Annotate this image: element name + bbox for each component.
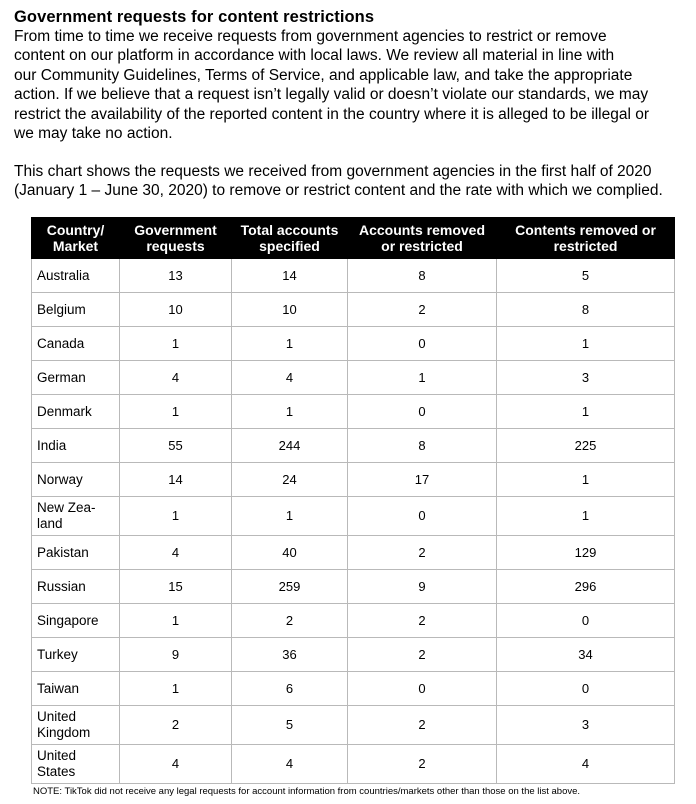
cell-contents-removed: 34: [497, 638, 675, 672]
cell-country: Russian: [32, 570, 120, 604]
cell-country: Norway: [32, 463, 120, 497]
cell-accounts-removed: 0: [348, 497, 497, 536]
table-row: [32, 463, 675, 497]
cell-country: New Zea- land: [32, 497, 120, 536]
cell-government-requests: 13: [120, 259, 232, 293]
cell-accounts-removed: 0: [348, 327, 497, 361]
header-government-requests: Government requests: [120, 218, 232, 259]
cell-total-accounts: 6: [232, 672, 348, 706]
header-total-accounts: Total accounts specified: [232, 218, 348, 259]
header-country: Country/ Market: [32, 218, 120, 259]
table-row: [32, 293, 675, 327]
header-contents-removed: Contents removed or restricted: [497, 218, 675, 259]
cell-total-accounts: 5: [232, 706, 348, 745]
table-row: [32, 745, 675, 784]
footnote: NOTE: TikTok did not receive any legal requests for account information from countries/markets other than those on the list above.: [33, 786, 581, 797]
table-row: [32, 672, 675, 706]
cell-contents-removed: 0: [497, 672, 675, 706]
cell-accounts-removed: 2: [348, 536, 497, 570]
table-row: [32, 429, 675, 463]
cell-country: India: [32, 429, 120, 463]
cell-accounts-removed: 0: [348, 672, 497, 706]
cell-total-accounts: 36: [232, 638, 348, 672]
cell-country: United Kingdom: [32, 706, 120, 745]
table-row: [32, 604, 675, 638]
cell-country: Singapore: [32, 604, 120, 638]
cell-country: Pakistan: [32, 536, 120, 570]
table-row: [32, 361, 675, 395]
cell-total-accounts: 2: [232, 604, 348, 638]
cell-contents-removed: 5: [497, 259, 675, 293]
text-line: content on our platform in accordance with local laws. We review all material in line with: [14, 47, 615, 65]
cell-government-requests: 15: [120, 570, 232, 604]
cell-total-accounts: 14: [232, 259, 348, 293]
table-row: [32, 570, 675, 604]
cell-government-requests: 4: [120, 745, 232, 784]
cell-government-requests: 1: [120, 604, 232, 638]
cell-government-requests: 1: [120, 327, 232, 361]
intro-paragraph: [14, 27, 696, 143]
cell-contents-removed: 3: [497, 706, 675, 745]
cell-total-accounts: 259: [232, 570, 348, 604]
table-row: [32, 638, 675, 672]
text-line: action. If we believe that a request isn’t legally valid or doesn’t violate our standards, we may: [14, 86, 649, 104]
cell-government-requests: 14: [120, 463, 232, 497]
cell-total-accounts: 1: [232, 497, 348, 536]
cell-total-accounts: 24: [232, 463, 348, 497]
cell-contents-removed: 1: [497, 463, 675, 497]
table-row: [32, 497, 675, 536]
cell-country: Australia: [32, 259, 120, 293]
cell-government-requests: 9: [120, 638, 232, 672]
table-row: [32, 259, 675, 293]
cell-total-accounts: 4: [232, 745, 348, 784]
cell-government-requests: 4: [120, 536, 232, 570]
table-row: [32, 395, 675, 429]
cell-contents-removed: 1: [497, 395, 675, 429]
cell-accounts-removed: 2: [348, 706, 497, 745]
cell-accounts-removed: 2: [348, 638, 497, 672]
table-row: [32, 536, 675, 570]
cell-total-accounts: 1: [232, 395, 348, 429]
table-row: [32, 706, 675, 745]
cell-country: Canada: [32, 327, 120, 361]
cell-contents-removed: 0: [497, 604, 675, 638]
cell-government-requests: 10: [120, 293, 232, 327]
cell-accounts-removed: 8: [348, 429, 497, 463]
cell-total-accounts: 40: [232, 536, 348, 570]
requests-table: [31, 217, 675, 784]
cell-accounts-removed: 2: [348, 293, 497, 327]
cell-accounts-removed: 0: [348, 395, 497, 429]
text-line: (January 1 – June 30, 2020) to remove or restrict content and the rate with which we complied.: [14, 182, 663, 200]
cell-accounts-removed: 1: [348, 361, 497, 395]
cell-contents-removed: 3: [497, 361, 675, 395]
cell-country: Belgium: [32, 293, 120, 327]
cell-total-accounts: 10: [232, 293, 348, 327]
cell-government-requests: 1: [120, 672, 232, 706]
cell-accounts-removed: 8: [348, 259, 497, 293]
cell-government-requests: 55: [120, 429, 232, 463]
text-line: From time to time we receive requests from government agencies to restrict or remove: [14, 28, 607, 45]
cell-country: Taiwan: [32, 672, 120, 706]
text-line: restrict the availability of the reported content in the country where it is alleged to be illegal or: [14, 105, 649, 123]
cell-accounts-removed: 17: [348, 463, 497, 497]
cell-contents-removed: 1: [497, 497, 675, 536]
page-title: Government requests for content restrictions: [14, 8, 375, 26]
cell-accounts-removed: 2: [348, 604, 497, 638]
chart-description-paragraph: [14, 162, 696, 201]
cell-contents-removed: 8: [497, 293, 675, 327]
cell-country: United States: [32, 745, 120, 784]
text-line: we may take no action.: [14, 124, 173, 142]
cell-accounts-removed: 9: [348, 570, 497, 604]
cell-total-accounts: 4: [232, 361, 348, 395]
cell-total-accounts: 244: [232, 429, 348, 463]
cell-government-requests: 4: [120, 361, 232, 395]
header-accounts-removed: Accounts removed or restricted: [348, 218, 497, 259]
cell-accounts-removed: 2: [348, 745, 497, 784]
cell-government-requests: 2: [120, 706, 232, 745]
cell-country: German: [32, 361, 120, 395]
cell-country: Denmark: [32, 395, 120, 429]
cell-total-accounts: 1: [232, 327, 348, 361]
cell-contents-removed: 296: [497, 570, 675, 604]
cell-government-requests: 1: [120, 497, 232, 536]
table-row: [32, 327, 675, 361]
cell-contents-removed: 4: [497, 745, 675, 784]
cell-contents-removed: 129: [497, 536, 675, 570]
cell-government-requests: 1: [120, 395, 232, 429]
cell-country: Turkey: [32, 638, 120, 672]
table-header-row: [32, 218, 675, 259]
text-line: This chart shows the requests we received from government agencies in the first half of 2020: [14, 163, 652, 180]
text-line: our Community Guidelines, Terms of Service, and applicable law, and take the appropriate: [14, 66, 633, 84]
cell-contents-removed: 1: [497, 327, 675, 361]
cell-contents-removed: 225: [497, 429, 675, 463]
